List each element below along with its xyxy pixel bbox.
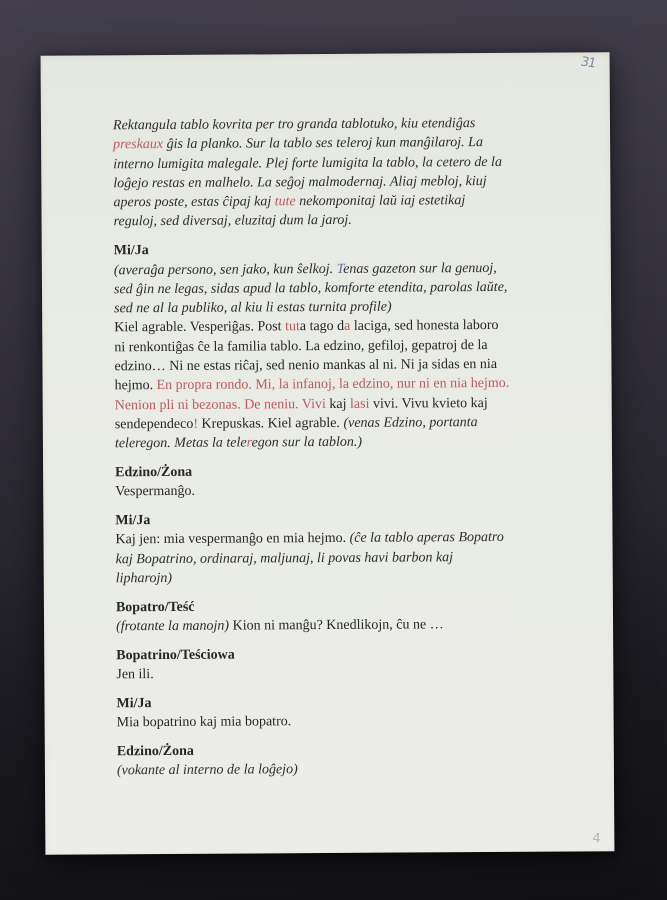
text-segment: (ĉe la tablo aperas Bopatro	[349, 530, 504, 547]
character-heading: Edzino/Żona	[116, 743, 194, 760]
text-segment: teleregon. Metas la tele	[114, 435, 247, 452]
text-segment: lasi	[349, 396, 370, 412]
text-segment: r	[246, 435, 252, 451]
text-line	[114, 316, 565, 338]
text-segment: (venas Edzino, portanta	[343, 415, 478, 431]
text-segment: a tago d	[299, 319, 345, 335]
text-line	[115, 374, 566, 396]
text-segment: sed ne al la publiko, al kiu li estas turnita profile)	[114, 299, 392, 317]
text-segment: Kiel agrable. Vesperiĝas. Post	[114, 319, 286, 336]
text-segment: sendependeco	[114, 416, 194, 433]
text-segment: Krepuskas. Kiel agrable.	[197, 415, 344, 432]
text-segment: preskaux	[113, 137, 164, 153]
text-segment: laciga, sed honesta laboro	[350, 318, 499, 335]
text-segment: tut	[285, 319, 300, 335]
text-segment: interno lumigita malegale. Plej forte lumigita la tablo, la cetero de la	[113, 154, 502, 172]
text-line	[115, 432, 566, 454]
text-segment: aperos poste, estas ĉipaj kaj	[113, 194, 275, 211]
handwritten-page-number-bottom-right: 4	[591, 831, 602, 847]
character-heading: Edzino/Żona	[115, 464, 193, 481]
text-segment: Rektangula tablo kovrita per tro granda tablotuko, kiu etendiĝas	[112, 116, 476, 134]
text-line	[117, 759, 568, 781]
text-segment: nekomponitaj laŭ iaj estetikaj	[295, 193, 466, 210]
text-segment: reguloj, sed diversaj, eluzitaj dum la jaroj.	[113, 213, 352, 230]
text-line	[117, 711, 568, 733]
text-segment: !	[193, 416, 199, 432]
character-heading: Mi/Ja	[113, 243, 149, 259]
text-line	[114, 277, 565, 299]
script-section	[114, 239, 566, 454]
text-line	[113, 152, 564, 174]
script-section	[116, 595, 567, 636]
text-segment: tute	[274, 194, 296, 210]
text-segment: loĝejo restas en malhelo. La seĝoj malmodernaj. Aliaj mebloj, kiuj	[113, 173, 487, 192]
text-segment: egon sur la tablon.)	[251, 435, 363, 451]
text-segment: Nenion pli ni bezonas. De neniu. Vivi	[114, 396, 326, 413]
text-segment: edzino… Ni ne estas riĉaj, sed nenio mankas al ni. Ni ja sidas en nia	[114, 357, 498, 375]
text-line	[116, 567, 567, 589]
text-segment: Kion ni manĝu? Knedlikojn, ĉu ne …	[229, 617, 444, 634]
text-segment: enas gazeton sur la genuoj,	[343, 260, 497, 277]
text-segment: lipharojn)	[115, 570, 173, 587]
text-segment: Mia bopatrino kaj mia bopatro.	[116, 714, 292, 731]
text-line	[115, 480, 566, 502]
text-segment: Kaj jen: mia vespermanĝo en mia hejmo.	[115, 531, 350, 548]
text-segment: (frotante la manojn)	[116, 618, 230, 635]
character-heading: Mi/Ja	[115, 513, 151, 529]
handwritten-page-number-top-right: 31	[579, 54, 598, 72]
script-section	[113, 114, 565, 233]
text-line	[114, 210, 565, 232]
text-segment: Jen ili.	[116, 667, 154, 683]
script-section	[117, 740, 568, 781]
script-section	[115, 461, 566, 502]
document-sections	[41, 52, 614, 781]
text-segment: ĝis la planko. Sur la tablo ses teleroj kun manĝilaroj. La	[163, 135, 483, 153]
text-segment: kaj Bopatrino, ordinaraj, maljunaj, li povas havi barbon kaj	[115, 549, 454, 568]
character-heading: Bopatro/Teść	[115, 599, 195, 616]
text-segment: En propra rondo. Mi, la infanoj, la edzino, nur ni en nia hejmo.	[156, 376, 510, 394]
text-segment: sed ĝin ne legas, sidas apud la tablo, komforte etendita, parolas laŭte,	[113, 279, 508, 298]
script-section	[116, 643, 567, 684]
text-segment: hejmo.	[114, 378, 157, 394]
text-segment: vivi. Vivu kvieto kaj	[369, 395, 488, 412]
text-segment: T	[336, 261, 344, 277]
text-line	[116, 615, 567, 637]
script-section	[116, 692, 567, 733]
text-segment: (vokante al interno de la loĝejo)	[116, 762, 298, 779]
text-segment: ni renkontiĝas ĉe la familia tablo. La edzino, gefiloj, gepatroj de la	[114, 337, 488, 356]
text-segment: Vespermanĝo.	[115, 484, 195, 500]
character-heading: Bopatrino/Teściowa	[116, 647, 235, 664]
text-segment: a	[344, 319, 351, 335]
script-section	[115, 509, 566, 589]
character-heading: Mi/Ja	[116, 696, 152, 712]
page-sheet	[41, 52, 615, 854]
text-segment: (averaĝa persono, sen jako, kun ŝelkoj.	[113, 261, 337, 278]
text-line	[116, 663, 567, 685]
text-line	[115, 528, 566, 550]
text-segment: kaj	[325, 396, 351, 412]
